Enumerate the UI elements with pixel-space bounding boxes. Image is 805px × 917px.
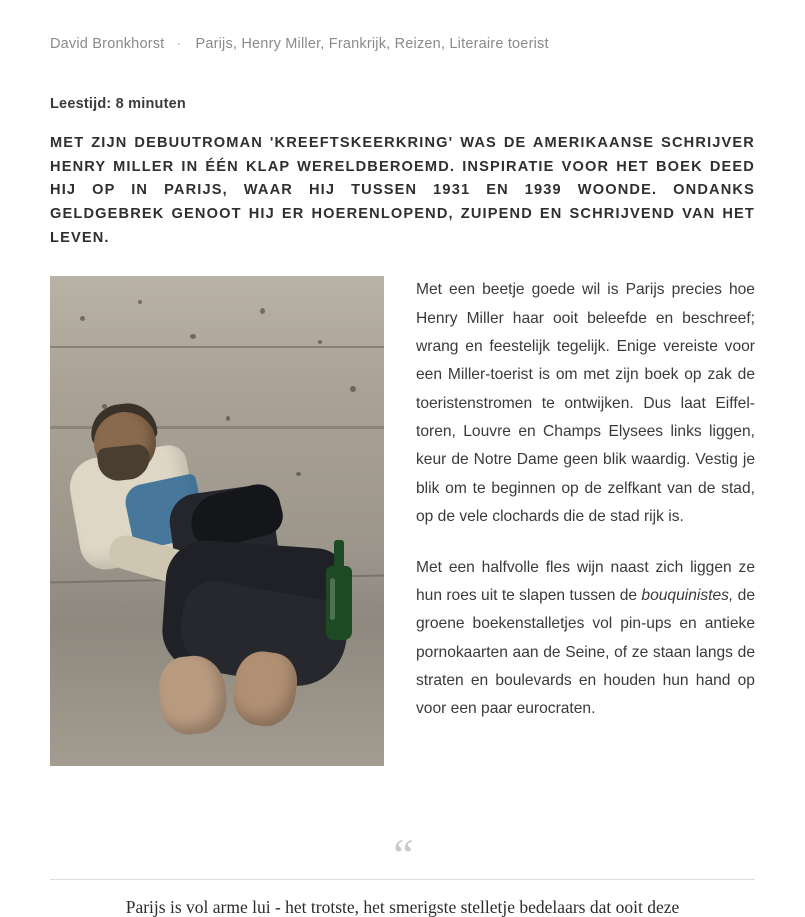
byline-tags-label[interactable]: Parijs, Henry Miller, Frankrijk, Reizen, Literaire toerist: [195, 36, 549, 52]
byline-separator: ·: [176, 36, 182, 52]
paragraph-2-part-2: de groene boekenstalletjes vol pin-ups en antieke pornokaarten aan de Seine, of ze staan langs de straten en boulevards en houden hun hand op voor een paar eurocraten.: [416, 586, 755, 718]
article-body: [50, 276, 755, 766]
pull-quote: [50, 879, 755, 917]
byline: [50, 0, 755, 52]
article-text-column: [416, 276, 755, 724]
paragraph-2-part-1: Met een halfvolle fles wijn naast zich liggen ze hun roes uit te slapen tussen de: [416, 558, 755, 604]
photo-wine-bottle: [326, 566, 352, 640]
photo-figure-person: [68, 394, 368, 744]
paragraph-2-emphasis: bouquinistes,: [641, 586, 734, 604]
article-paragraph-1: Met een beetje goede wil is Parijs precies hoe Henry Miller haar ooit beleefde en beschreef; wrang en feestelijk tegelijk. Enige vereiste voor een Miller-toerist is om met zijn boek op zak de toeristenstromen te ontwijken. Dus laat Eiffel-toren, Louvre en Champs Elysees links liggen, keur de Notre Dame geen blik waardig. Vestig je blik om te beginnen op de zelfkant van de stad, op de vele clochards die de stad rijk is.: [416, 281, 755, 526]
byline-author[interactable]: David Bronkhorst: [50, 36, 165, 52]
pull-quote-divider: [50, 879, 755, 880]
article-standfirst: MET ZIJN DEBUUTROMAN 'KREEFTSKEERKRING' WAS DE AMERIKAANSE SCHRIJVER HENRY MILLER IN ÉÉN KLAP WERELDBEROEMD. INSPIRATIE VOOR HET BOEK DEED HIJ OP IN PARIJS, WAAR HIJ TUSSEN 1931 EN 1939 WOONDE. ONDANKS GELDGEBREK GENOOT HIJ ER HOERENLOPEND, ZUIPEND EN SCHRIJVEND VAN HET LEVEN.: [50, 135, 755, 246]
pull-quote-text: Parijs is vol arme lui - het trotste, het smerigste stelletje bedelaars dat ooit deze: [125, 897, 680, 917]
article-paragraph-2: [416, 554, 755, 724]
reading-time: Leestijd: 8 minuten: [50, 96, 186, 112]
article-photo: [50, 276, 384, 766]
quote-mark-icon: “: [393, 829, 412, 881]
byline-tags: [195, 36, 548, 52]
